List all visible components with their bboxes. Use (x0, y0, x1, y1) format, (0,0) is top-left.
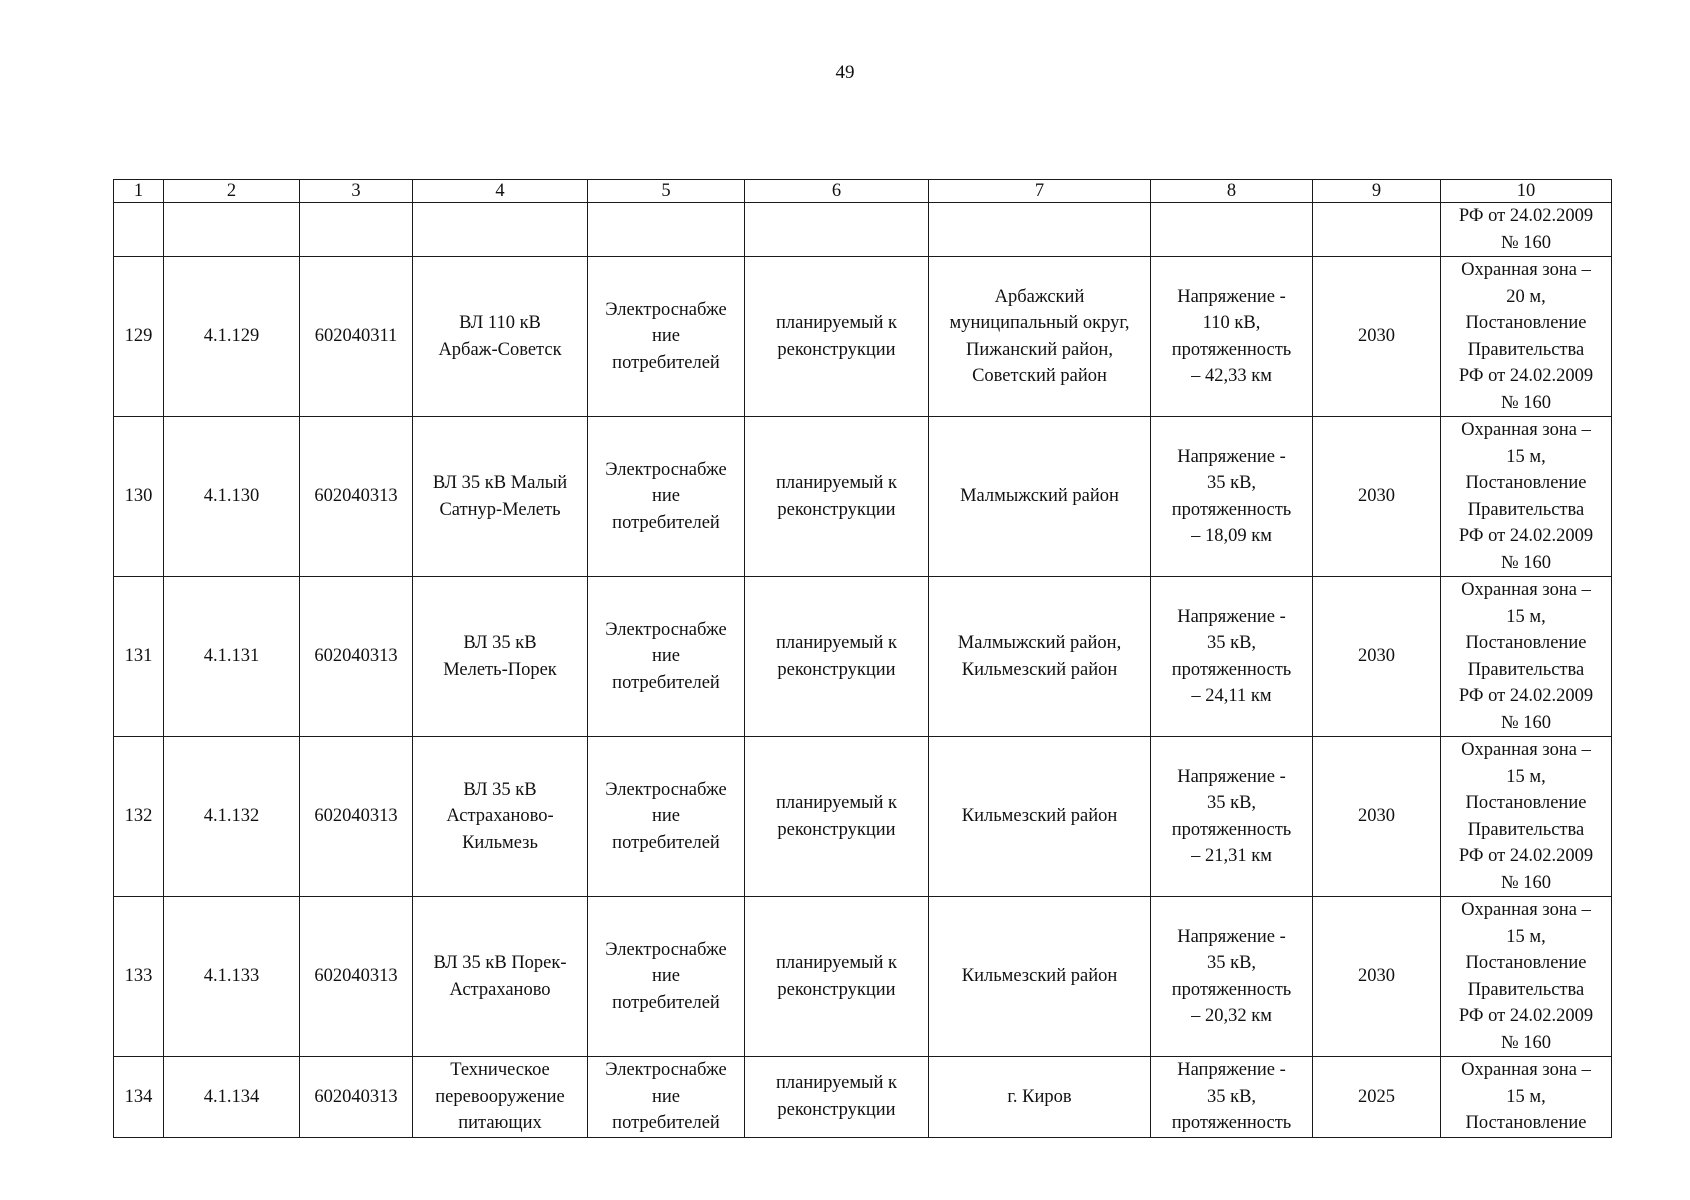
purpose-cell (588, 897, 745, 1057)
empty-cell (300, 203, 413, 257)
cell-line: Электроснабже (605, 299, 727, 320)
cell-line: – 24,11 км (1191, 686, 1272, 706)
zone-line: РФ от 24.02.2009 (1458, 206, 1594, 226)
item-code-cell: 4.1.130 (164, 417, 300, 577)
cell-line: ВЛ 35 кВ Порек- (433, 953, 567, 973)
cell-line: Малмыжский район (960, 486, 1119, 507)
empty-cell (745, 203, 929, 257)
zone-line: № 160 (1500, 232, 1552, 253)
cell-line: ВЛ 35 кВ (463, 633, 537, 653)
cell-line: РФ от 24.02.2009 (1458, 686, 1594, 706)
item-code-cell: 4.1.131 (164, 577, 300, 737)
cell-line: 35 кВ, (1206, 1086, 1257, 1107)
cell-line: Электроснабже (605, 1060, 727, 1080)
object-id-cell: 602040313 (300, 1057, 413, 1138)
cell-line: реконструкции (777, 339, 896, 360)
cell-line: Электроснабже (605, 619, 727, 640)
empty-cell (114, 203, 164, 257)
object-name-cell (413, 897, 588, 1057)
cell-line: Электроснабже (605, 459, 727, 480)
cell-line: – 20,32 км (1191, 1006, 1272, 1026)
cell-line: планируемый к (775, 1073, 898, 1094)
object-id-cell: 602040311 (300, 257, 413, 417)
column-header: 2 (164, 180, 300, 203)
parameters-cell (1151, 897, 1313, 1057)
protection-zone-cell (1441, 203, 1612, 257)
protection-zone-cell (1441, 417, 1612, 577)
table-body (114, 257, 1612, 1138)
item-code-cell: 4.1.132 (164, 737, 300, 897)
cell-line: перевооружение (435, 1086, 565, 1107)
cell-line: Малмыжский район, (957, 633, 1122, 653)
cell-line: ние (651, 1086, 680, 1107)
year-cell: 2030 (1313, 417, 1441, 577)
location-cell (929, 577, 1151, 737)
year-cell: 2025 (1313, 1057, 1441, 1138)
status-cell (745, 737, 929, 897)
page-number: 49 (835, 62, 855, 83)
column-number-header-row (114, 180, 1612, 203)
cell-line: Постановление (1465, 313, 1587, 333)
empty-cell (588, 203, 745, 257)
cell-line: потребителей (612, 832, 720, 853)
purpose-cell (588, 257, 745, 417)
cell-line: реконструкции (777, 819, 896, 840)
cell-line: № 160 (1500, 712, 1552, 733)
purpose-cell (588, 417, 745, 577)
column-header: 9 (1313, 180, 1441, 203)
cell-line: Астраханово- (446, 806, 554, 827)
object-id-cell: 602040313 (300, 897, 413, 1057)
empty-cell (413, 203, 588, 257)
cell-line: муниципальный округ, (949, 313, 1130, 333)
column-header: 5 (588, 180, 745, 203)
cell-line: РФ от 24.02.2009 (1458, 1006, 1594, 1026)
cell-line: Кильмезский район (961, 966, 1118, 987)
cell-line: 110 кВ, (1202, 313, 1261, 333)
purpose-cell (588, 1057, 745, 1138)
row-number-cell: 133 (114, 897, 164, 1057)
object-name-cell (413, 1057, 588, 1138)
cell-line: реконструкции (777, 1099, 896, 1120)
cell-line: Напряжение - (1177, 766, 1286, 787)
cell-line: Охранная зона – (1461, 1060, 1591, 1080)
row-number-cell: 131 (114, 577, 164, 737)
year-cell: 2030 (1313, 257, 1441, 417)
cell-line: протяженность (1171, 819, 1292, 840)
cell-line: ние (651, 326, 680, 347)
table-row (114, 1057, 1612, 1138)
cell-line: ние (651, 966, 680, 987)
location-cell (929, 257, 1151, 417)
parameters-cell (1151, 737, 1313, 897)
protection-zone-cell (1441, 577, 1612, 737)
cell-line: РФ от 24.02.2009 (1458, 846, 1594, 866)
column-header: 3 (300, 180, 413, 203)
parameters-cell (1151, 257, 1313, 417)
cell-line: протяженность (1171, 339, 1292, 360)
cell-line: Напряжение - (1177, 1060, 1286, 1080)
cell-line: ние (651, 806, 680, 827)
cell-line: 35 кВ, (1206, 793, 1257, 813)
parameters-cell (1151, 1057, 1313, 1138)
cell-line: Напряжение - (1177, 446, 1286, 467)
purpose-cell (588, 577, 745, 737)
cell-line: планируемый к (775, 953, 898, 973)
cell-line: реконструкции (777, 659, 896, 680)
cell-line: Постановление (1465, 793, 1587, 813)
cell-line: Охранная зона – (1461, 900, 1591, 920)
cell-line: 20 м, (1506, 286, 1546, 307)
cell-line: 15 м, (1506, 766, 1546, 787)
cell-line: № 160 (1500, 1032, 1552, 1053)
row-number-cell: 134 (114, 1057, 164, 1138)
row-number-cell: 130 (114, 417, 164, 577)
cell-line: Правительства (1467, 819, 1585, 840)
object-name-cell (413, 737, 588, 897)
cell-line: Кильмезский район (961, 806, 1118, 827)
cell-line: протяженность (1171, 499, 1292, 520)
column-header: 4 (413, 180, 588, 203)
cell-line: Правительства (1467, 499, 1585, 520)
table-row (114, 897, 1612, 1057)
cell-line: 35 кВ, (1206, 473, 1257, 493)
cell-line: потребителей (612, 1113, 720, 1133)
cell-line: Электроснабже (605, 939, 727, 960)
empty-cell (1151, 203, 1313, 257)
location-cell (929, 897, 1151, 1057)
location-cell (929, 417, 1151, 577)
cell-line: планируемый к (775, 313, 898, 333)
cell-line: Охранная зона – (1461, 740, 1591, 760)
empty-cell (929, 203, 1151, 257)
cell-line: 15 м, (1506, 1086, 1546, 1107)
cell-line: Напряжение - (1177, 606, 1286, 627)
cell-line: планируемый к (775, 793, 898, 813)
cell-line: Пижанский район, (966, 339, 1113, 360)
year-cell: 2030 (1313, 737, 1441, 897)
row-number-cell: 132 (114, 737, 164, 897)
year-cell: 2030 (1313, 897, 1441, 1057)
cell-line: 35 кВ, (1206, 633, 1257, 653)
cell-line: – 18,09 км (1191, 526, 1272, 546)
protection-zone-cell (1441, 257, 1612, 417)
cell-line: г. Киров (1007, 1086, 1072, 1107)
cell-line: протяженность (1171, 979, 1292, 1000)
cell-line: 35 кВ, (1206, 953, 1257, 973)
cell-line: ВЛ 35 кВ Малый (432, 473, 568, 493)
cell-line: Электроснабже (605, 779, 727, 800)
item-code-cell: 4.1.129 (164, 257, 300, 417)
cell-line: Правительства (1467, 659, 1585, 680)
column-header: 6 (745, 180, 929, 203)
item-code-cell: 4.1.134 (164, 1057, 300, 1138)
protection-zone-cell (1441, 737, 1612, 897)
cell-line: ВЛ 110 кВ (459, 313, 541, 333)
cell-line: Правительства (1467, 339, 1585, 360)
status-cell (745, 577, 929, 737)
cell-line: реконструкции (777, 499, 896, 520)
empty-cell (164, 203, 300, 257)
protection-zone-cell (1441, 1057, 1612, 1138)
cell-line: Постановление (1465, 953, 1587, 973)
item-code-cell: 4.1.133 (164, 897, 300, 1057)
column-header: 8 (1151, 180, 1313, 203)
cell-line: потребителей (612, 992, 720, 1013)
table-row (114, 417, 1612, 577)
cell-line: Кильмезский район (961, 659, 1118, 680)
cell-line: Охранная зона – (1461, 260, 1591, 280)
cell-line: планируемый к (775, 473, 898, 493)
cell-line: – 21,31 км (1191, 846, 1272, 866)
status-cell (745, 1057, 929, 1138)
column-header: 1 (114, 180, 164, 203)
objects-table (113, 179, 1612, 1138)
table-row (114, 577, 1612, 737)
cell-line: 15 м, (1506, 926, 1546, 947)
parameters-cell (1151, 577, 1313, 737)
protection-zone-cell (1441, 897, 1612, 1057)
continuation-row (114, 203, 1612, 257)
cell-line: Советский район (972, 366, 1107, 386)
cell-line: реконструкции (777, 979, 896, 1000)
object-id-cell: 602040313 (300, 417, 413, 577)
cell-line: № 160 (1500, 872, 1552, 893)
cell-line: потребителей (612, 672, 720, 693)
cell-line: Постановление (1465, 473, 1587, 493)
cell-line: № 160 (1500, 392, 1552, 413)
cell-line: 15 м, (1506, 446, 1546, 467)
status-cell (745, 257, 929, 417)
cell-line: Кильмезь (462, 832, 538, 853)
cell-line: 15 м, (1506, 606, 1546, 627)
cell-line: потребителей (612, 512, 720, 533)
cell-line: Постановление (1465, 1113, 1587, 1133)
cell-line: Арбажский (994, 286, 1085, 307)
cell-line: Астраханово (449, 979, 551, 1000)
cell-line: № 160 (1500, 552, 1552, 573)
column-header: 10 (1441, 180, 1612, 203)
column-header: 7 (929, 180, 1151, 203)
cell-line: – 42,33 км (1191, 366, 1272, 386)
location-cell (929, 1057, 1151, 1138)
cell-line: ВЛ 35 кВ (463, 779, 537, 800)
cell-line: протяженность (1171, 1113, 1292, 1133)
location-cell (929, 737, 1151, 897)
cell-line: Мелеть-Порек (443, 659, 557, 680)
cell-line: Правительства (1467, 979, 1585, 1000)
cell-line: питающих (458, 1113, 542, 1133)
cell-line: Напряжение - (1177, 926, 1286, 947)
table-row (114, 257, 1612, 417)
row-number-cell: 129 (114, 257, 164, 417)
parameters-cell (1151, 417, 1313, 577)
object-id-cell: 602040313 (300, 577, 413, 737)
cell-line: протяженность (1171, 659, 1292, 680)
cell-line: ние (651, 486, 680, 507)
year-cell: 2030 (1313, 577, 1441, 737)
cell-line: РФ от 24.02.2009 (1458, 366, 1594, 386)
object-name-cell (413, 577, 588, 737)
object-name-cell (413, 417, 588, 577)
status-cell (745, 897, 929, 1057)
table-row (114, 737, 1612, 897)
status-cell (745, 417, 929, 577)
cell-line: Постановление (1465, 633, 1587, 653)
cell-line: Техническое (450, 1060, 550, 1080)
cell-line: Арбаж-Советск (438, 339, 562, 360)
cell-line: Охранная зона – (1461, 580, 1591, 600)
empty-cell (1313, 203, 1441, 257)
object-name-cell (413, 257, 588, 417)
cell-line: РФ от 24.02.2009 (1458, 526, 1594, 546)
cell-line: Сатнур-Мелеть (439, 499, 561, 520)
cell-line: планируемый к (775, 633, 898, 653)
cell-line: ние (651, 646, 680, 667)
purpose-cell (588, 737, 745, 897)
cell-line: потребителей (612, 352, 720, 373)
cell-line: Напряжение - (1177, 286, 1286, 307)
object-id-cell: 602040313 (300, 737, 413, 897)
cell-line: Охранная зона – (1461, 420, 1591, 440)
